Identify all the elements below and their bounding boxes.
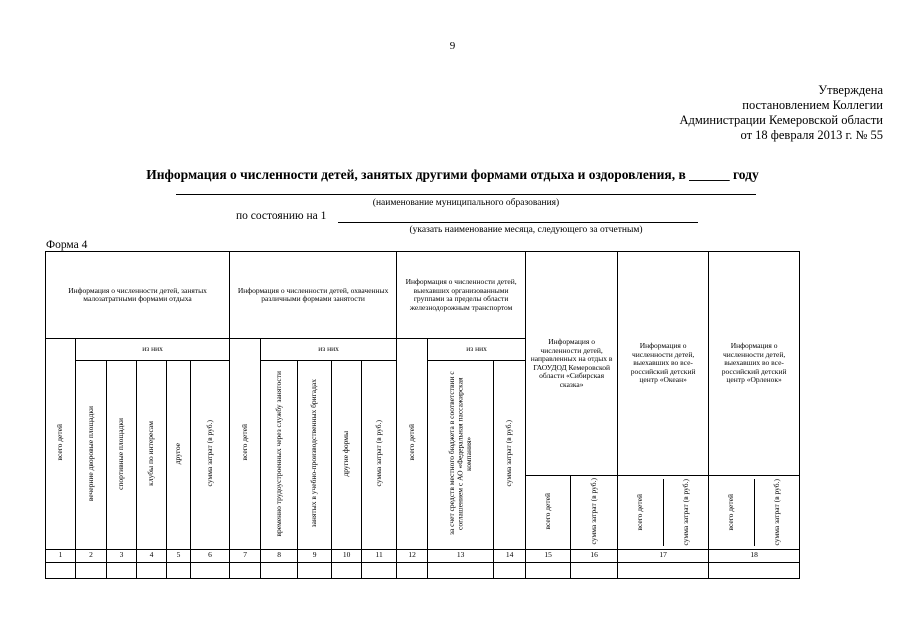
col17-header: всего детей сумма затрат (в руб.) <box>618 476 709 549</box>
as-of-label: по состоянию на 1 <box>236 210 327 222</box>
col7-header: всего детей <box>230 339 261 550</box>
group-low-cost-header: Информация о численности детей, занятых малозатратными формами отдыха <box>46 252 230 339</box>
col9-header: занятых в учебно-производственных бригадах <box>298 361 332 550</box>
document-title: Информация о численности детей, занятых другими формами отдыха и оздоровления, в ______ году <box>146 167 759 182</box>
col-number: 9 <box>298 549 332 562</box>
col14-header: сумма затрат (в руб.) <box>494 361 526 550</box>
data-cell[interactable] <box>107 562 137 578</box>
col5-header: другое <box>167 361 191 550</box>
approval-line-3: Администрации Кемеровской области <box>679 113 883 127</box>
data-cell[interactable] <box>571 562 618 578</box>
data-cell[interactable] <box>397 562 428 578</box>
data-cell[interactable] <box>137 562 167 578</box>
col1-header: всего детей <box>46 339 76 550</box>
data-cell[interactable] <box>428 562 494 578</box>
col-number: 17 <box>618 549 709 562</box>
page-number: 9 <box>449 40 456 52</box>
col12-header: всего детей <box>397 339 428 550</box>
data-cell[interactable] <box>494 562 526 578</box>
col-number: 5 <box>167 549 191 562</box>
data-cell[interactable] <box>230 562 261 578</box>
col-number: 10 <box>332 549 362 562</box>
form-label: Форма 4 <box>46 239 88 251</box>
col-number: 15 <box>526 549 571 562</box>
group-okean-header: Информация о численности детей, выехавших во все-российский детский центр «Океан» <box>618 252 709 476</box>
municipality-line <box>176 194 756 195</box>
col2-header: вечерние дворовые площадки <box>76 361 107 550</box>
month-caption: (указать наименование месяца, следующего за отчетным) <box>409 225 643 235</box>
col-number: 3 <box>107 549 137 562</box>
data-cell[interactable] <box>362 562 397 578</box>
of-them-2: из них <box>261 339 397 361</box>
col-number: 4 <box>137 549 167 562</box>
approval-line-4: от 18 февраля 2013 г. № 55 <box>740 128 883 142</box>
municipality-caption: (наименование муниципального образования) <box>372 198 560 208</box>
col-number: 11 <box>362 549 397 562</box>
col8-header: временно трудоустроенных через службу занятости <box>261 361 298 550</box>
col13-header: за счет средств местного бюджета в соответствии с соглашением с АО «Федеральная пассажирская компания» <box>428 361 494 550</box>
col11-header: сумма затрат (в руб.) <box>362 361 397 550</box>
col-number: 16 <box>571 549 618 562</box>
approval-block <box>679 83 883 143</box>
col-number: 2 <box>76 549 107 562</box>
col4-header: клубы по интересам <box>137 361 167 550</box>
group-employment-header: Информация о численности детей, охваченных различными формами занятости <box>230 252 397 339</box>
as-of-line <box>338 222 698 223</box>
col-number: 12 <box>397 549 428 562</box>
data-cell[interactable] <box>298 562 332 578</box>
col10-header: другие формы <box>332 361 362 550</box>
of-them-1: из них <box>76 339 230 361</box>
col-number: 7 <box>230 549 261 562</box>
col6-header: сумма затрат (в руб.) <box>191 361 230 550</box>
col-number: 1 <box>46 549 76 562</box>
form-table <box>45 251 800 579</box>
data-cell[interactable] <box>167 562 191 578</box>
group-orlyonok-header: Информация о численности детей, выехавших во все-российский детский центр «Орленок» <box>709 252 800 476</box>
col-number: 14 <box>494 549 526 562</box>
data-cell[interactable] <box>76 562 107 578</box>
col16-header: сумма затрат (в руб.) <box>571 476 618 549</box>
data-cell[interactable] <box>46 562 76 578</box>
col15-header: всего детей <box>526 476 571 549</box>
col-number: 6 <box>191 549 230 562</box>
data-cell[interactable] <box>191 562 230 578</box>
col-number: 13 <box>428 549 494 562</box>
data-cell[interactable] <box>709 562 800 578</box>
of-them-3: из них <box>428 339 526 361</box>
data-cell[interactable] <box>618 562 709 578</box>
col-number: 18 <box>709 549 800 562</box>
data-cell[interactable] <box>261 562 298 578</box>
approval-line-1: Утверждена <box>818 83 883 97</box>
group-rail-trips-header: Информация о численности детей, выехавших организованными группами за пределы области железнодорожным транспортом <box>397 252 526 339</box>
data-cell[interactable] <box>332 562 362 578</box>
group-siberian-tale-header: Информация о численности детей, направленных на отдых в ГАОУДОД Кемеровской области «Сибирская сказка» <box>526 252 618 476</box>
col-number: 8 <box>261 549 298 562</box>
approval-line-2: постановлением Коллегии <box>742 98 883 112</box>
col18-header: всего детей сумма затрат (в руб.) <box>709 476 800 549</box>
col3-header: спортивные площадки <box>107 361 137 550</box>
data-cell[interactable] <box>526 562 571 578</box>
